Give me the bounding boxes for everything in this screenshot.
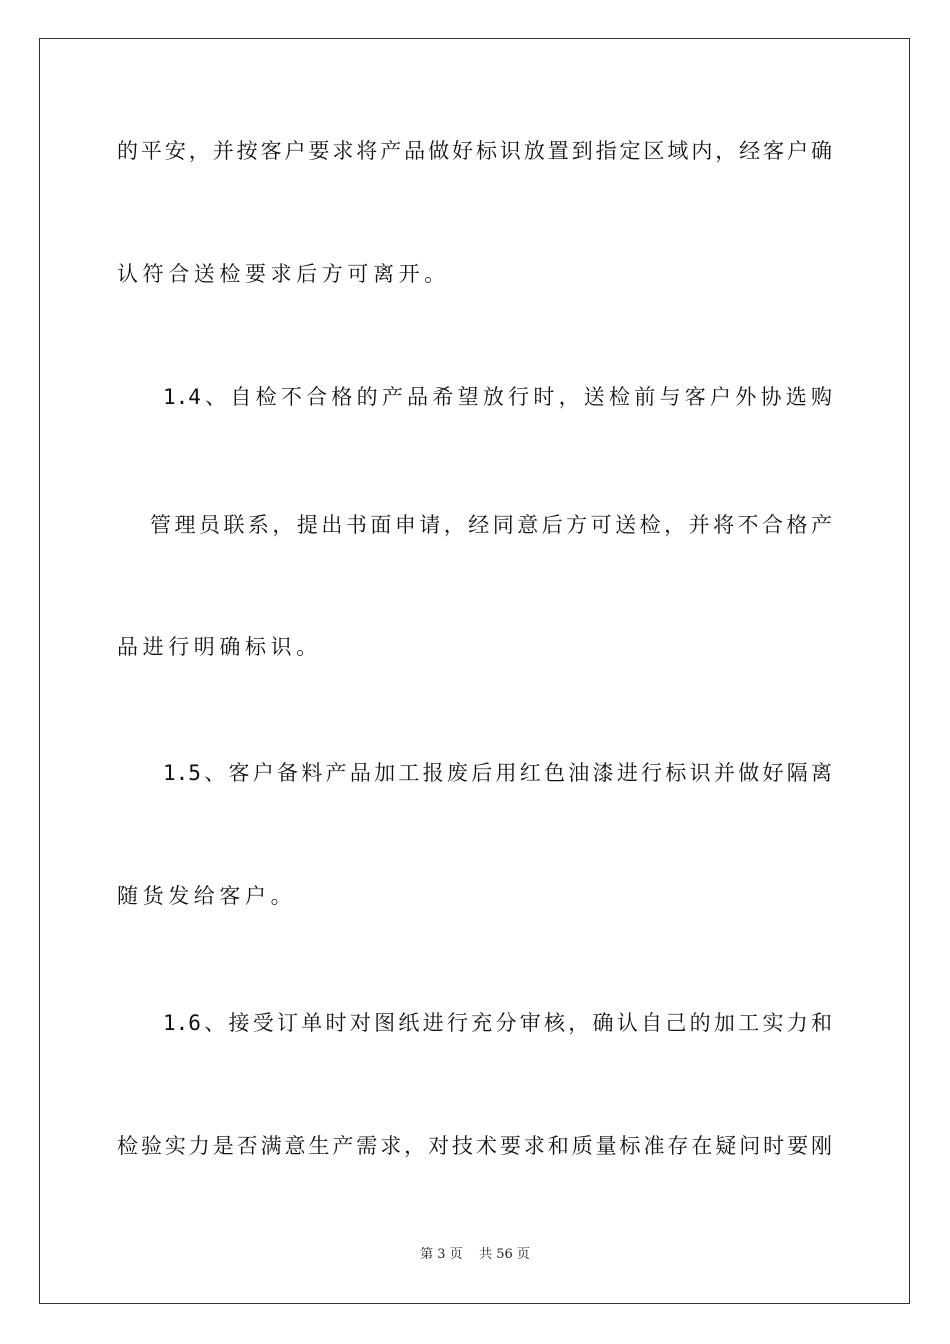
paragraph-line: 1.4、自检不合格的产品希望放行时，送检前与客户外协选购 bbox=[163, 385, 832, 409]
paragraph-line: 管理员联系，提出书面申请，经同意后方可送检，并将不合格产 bbox=[150, 513, 832, 537]
page-number-footer: 第 3 页 共 56 页 bbox=[420, 1247, 530, 1262]
paragraph-line: 品进行明确标识。 bbox=[117, 635, 322, 659]
page-frame bbox=[39, 38, 910, 1304]
paragraph-line: 检验实力是否满意生产需求，对技术要求和质量标准存在疑问时要刚 bbox=[117, 1134, 832, 1158]
paragraph-line: 1.6、接受订单时对图纸进行充分审核，确认自己的加工实力和 bbox=[163, 1011, 832, 1035]
paragraph-line: 1.5、客户备料产品加工报废后用红色油漆进行标识并做好隔离 bbox=[163, 761, 832, 785]
paragraph-line: 认符合送检要求后方可离开。 bbox=[117, 262, 450, 286]
paragraph-line: 的平安，并按客户要求将产品做好标识放置到指定区域内，经客户确 bbox=[117, 139, 832, 163]
paragraph-line: 随货发给客户。 bbox=[117, 884, 297, 908]
